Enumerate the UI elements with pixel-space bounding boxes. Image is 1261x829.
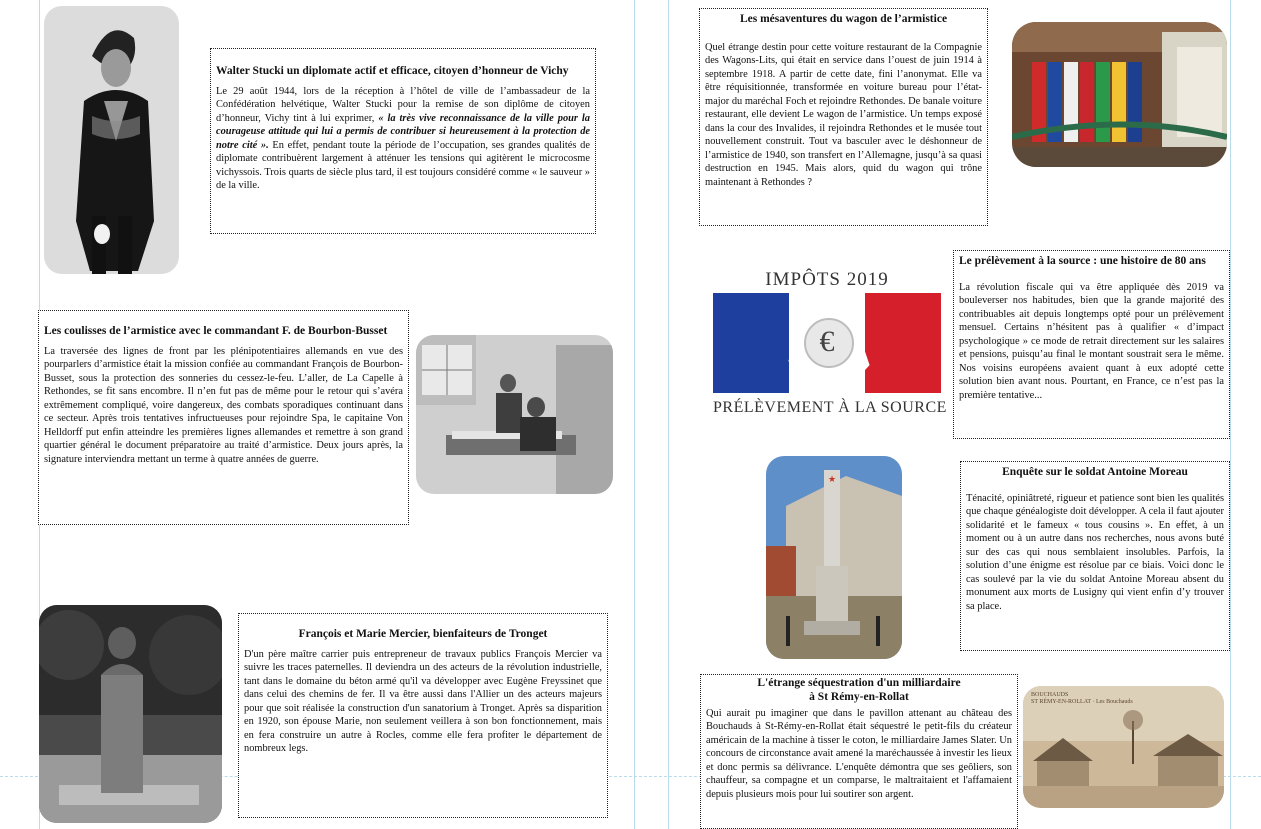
page-guide — [634, 0, 635, 829]
article-title: François et Marie Mercier, bienfaiteurs de Tronget — [298, 628, 548, 640]
impots-logo-line2: PRÉLÈVEMENT À LA SOURCE — [713, 399, 947, 416]
article-body: La révolution fiscale qui va être appliquée dès 2019 va bouleverser nos habitudes, bien que la grande majorité des contribuables ait depuis longtemps opté pour un prélèvement mensuel. Certains n’hésitent pas à qualifier « d’impact psychologique » ce mode de retrait directement sur les salaires et pensions, puisqu’au final le montant soustrait sera le même. Nos voisins européens avaient quant à eux adopté cette solution bien avant nous. Pourtant, en France, ce n’est pas la première tentative... — [959, 281, 1224, 401]
postcard-caption-line1: BOUCHAUDS — [1031, 692, 1069, 698]
article-quote: « la très vive reconnaissance de la ville pour la courageuse attitude qui lui a permis de contribuer si heureusement à la protection de notre cité ». — [216, 112, 590, 151]
article-body: Qui aurait pu imaginer que dans le pavillon attenant au château des Bouchauds à St-Rémy-en-Rollat était séquestré le petit-fils du créateur américain de la machine à tisser le coton, le milliardaire James Slater. Un concours de circonstance avait amené la maréchaussée à investir les lieux et donc permis sa délivrance. L'enquête démontra que ses geôliers, son chauffeur, sa compagne et un comparse, le maltraitaient et l'affamaient depuis plusieurs mois pour lui soutirer son argent. — [706, 707, 1012, 800]
article-title: à St Rémy-en-Rollat — [809, 690, 909, 703]
office-photo — [416, 335, 613, 494]
article-title: Walter Stucki un diplomate actif et efficace, citoyen d’honneur de Vichy — [216, 65, 569, 77]
war-memorial-photo — [766, 456, 902, 659]
euro-icon: € — [819, 325, 835, 358]
article-body: La traversée des lignes de front par les plénipotentiaires allemands en vue des pourparlers d’armistice était la mission confiée au commandant François de Bourbon-Busset, sous la protection des sonneries du cessez-le-feu. L’aller, de La Capelle à Rethondes, se fit sans encombre. Il n’en fut pas de même pour le retour qui s’avéra extrêmement compliqué, voire dangereux, des combats sporadiques continuant dans ce secteur. Après trois tentatives infructueuses pour rejoindre Spa, le capitaine Von Helldorff put enfin atteindre les premières lignes allemandes et remettre à son grand quartier général le document préparatoire au traité d’armistice. Deux jours après, la signature interviendra mettant un terme à quatre années de guerre. — [44, 345, 403, 465]
article-mercier — [238, 613, 608, 818]
article-wagon — [699, 8, 988, 226]
article-body — [216, 85, 590, 193]
mercier-bust-photo — [39, 605, 222, 823]
postcard-caption-line2: ST RÉMY-EN-ROLLAT · Les Bouchauds — [1031, 699, 1133, 705]
page-guide — [668, 0, 669, 829]
article-title: Les mésaventures du wagon de l’armistice — [739, 13, 948, 25]
article-prelevement — [953, 250, 1230, 439]
article-text: En effet, pendant toute la période de l’occupation, ses grandes qualités de diplomate contribuèrent largement à atténuer les tensions qui agitèrent le microcosme vichyssois. Trois quarts de siècle plus tard, il est toujours considéré comme « le sauveur » de la ville. — [216, 139, 590, 192]
article-title: Enquête sur le soldat Antoine Moreau — [1002, 466, 1188, 478]
impots-logo-line1: IMPÔTS 2019 — [765, 269, 889, 290]
article-body: D'un père maître carrier puis entrepreneur de travaux publics François Mercier va suivre les traces paternelles. Il deviendra un des acteurs de la révolution industrielle, tant dans le domaine du béton armé qu'il va développer avec Eugène Freyssinet que dans celui des chemins de fer. Il va être aussi dans l'Allier un des acteurs majeurs pour que soit réalisée la construction d'un sanatorium à Tronget. Après sa disparition en 1920, son épouse Marie, non seulement veillera à son bon fonctionnement, mais en fera construire un autre à Rocles, comme elle fera profiter le département de nombreux legs. — [244, 648, 602, 755]
article-moreau — [960, 461, 1230, 651]
article-body: Quel étrange destin pour cette voiture restaurant de la Compagnie des Wagons-Lits, qui était en service dans l’ouest de juin 1914 à septembre 1918. A partir de cette date, fini l’anonymat. Elle va être réquisitionnée, transformée en voiture bureau pour l’état-major du maréchal Foch et rejoindre Rethondes. De banale voiture restaurant, elle devient Le wagon de l’armistice. Un temps exposé dans la cour des Invalides, il rejoindra Rethondes et le musée tout nouvellement construit. Tout va basculer avec le déshonneur de l’armistice de 1940, son transfert en l’Allemagne, jusqu’à sa quasi destruction en 1945. Mais alors, quid du wagon qui trône maintenant à Rethondes ? — [705, 41, 982, 188]
impots-2019-logo — [713, 265, 947, 420]
svg-text:★: ★ — [827, 475, 837, 485]
article-title: Le prélèvement à la source : une histoire de 80 ans — [959, 255, 1206, 267]
article-milliardaire — [700, 674, 1018, 829]
article-body: Ténacité, opiniâtreté, rigueur et patience sont bien les qualités que chaque généalogiste doit développer. A cela il faut ajouter solidarité et le fameux « tous cousins ». En effet, à un moment ou à un autre dans nos recherches, nous avons buté sur des cas qui nous semblaient insolubles. Parfois, la solution d’une énigme est résolue par ce biais. Voici donc le cas soulevé par la vie du soldat Antoine Moreau absent du monument aux morts de Lusigny qui vient enfin d’y trouver sa place. — [966, 492, 1224, 612]
article-title: L'étrange séquestration d'un milliardaire — [757, 677, 961, 689]
article-stucki — [210, 48, 596, 234]
article-bourbon-busset — [38, 310, 409, 525]
article-title: Les coulisses de l’armistice avec le commandant F. de Bourbon-Busset — [44, 325, 388, 337]
postcard-les-bouchauds-photo — [1023, 686, 1224, 808]
postcard-caption — [1031, 692, 1133, 706]
article-text: Le 29 août 1944, lors de la réception à l’hôtel de ville de l’ambassadeur de la Confédération helvétique, Walter Stucki pour la remise de son diplôme de citoyen d’honneur, Vichy tint à lui exprimer, — [216, 85, 590, 124]
wagon-interior-photo — [1012, 22, 1227, 167]
page-guide — [1230, 0, 1231, 829]
stucki-portrait-photo — [44, 6, 179, 274]
